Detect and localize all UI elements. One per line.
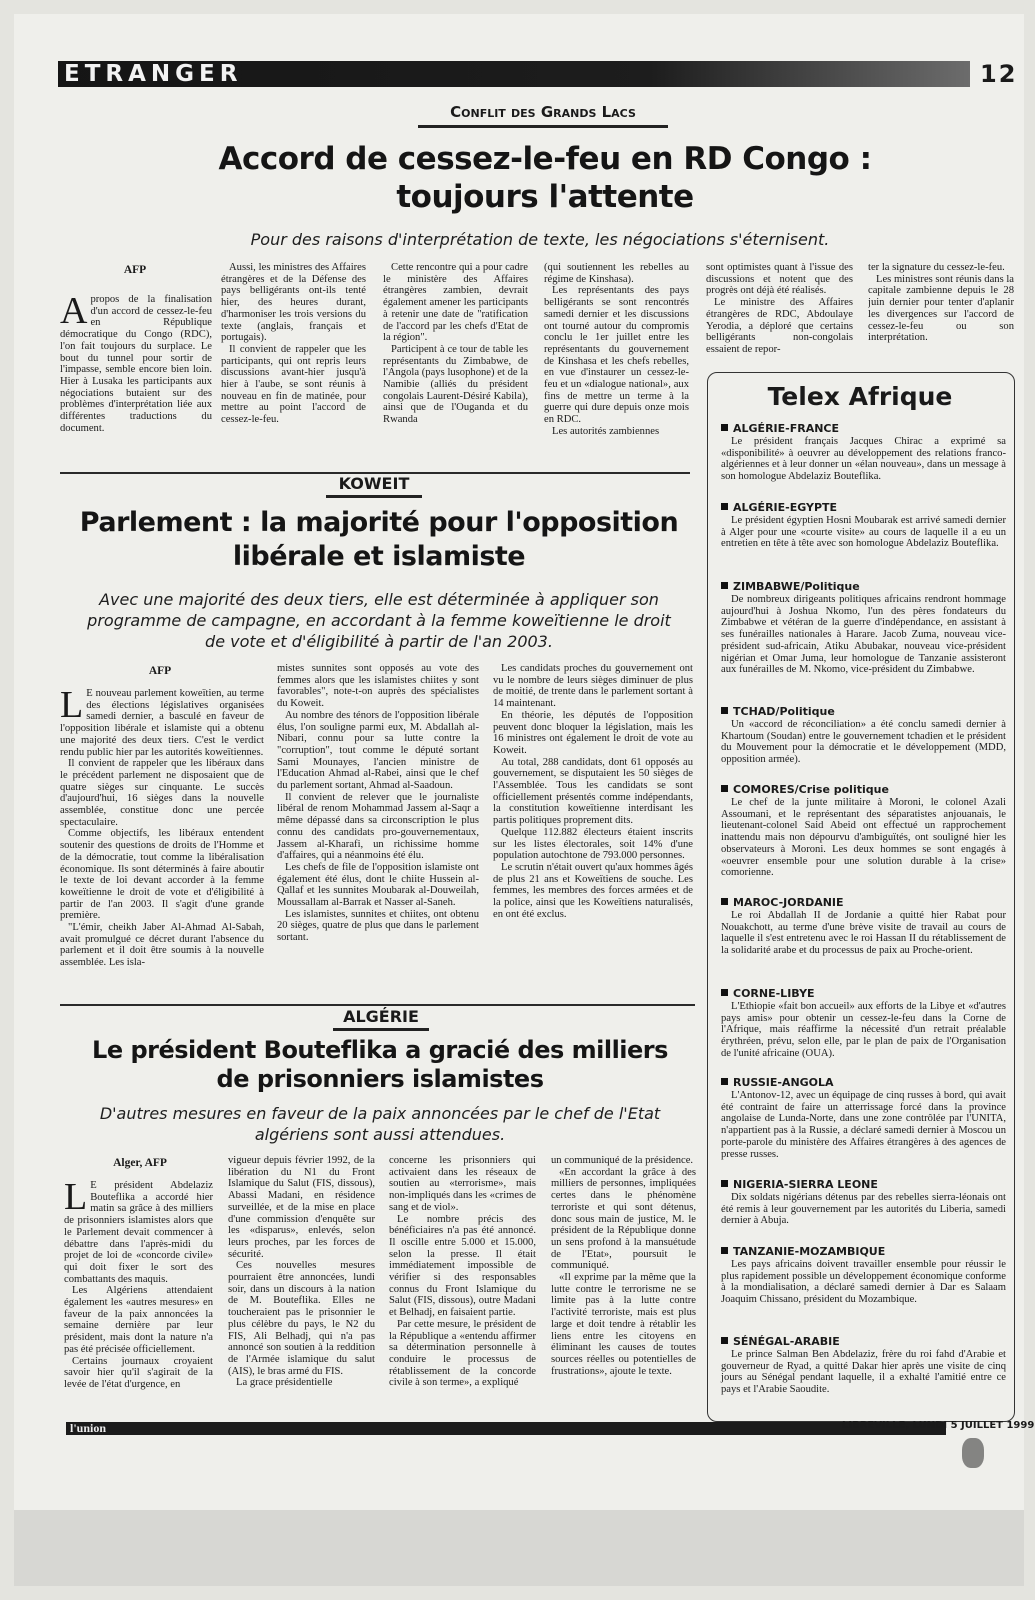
koweit-col3-para: En théorie, les députés de l'opposition peuvent donc bloquer la législation, mais les 16 ministres ont également le droit de vote au Koweit.	[493, 709, 693, 756]
koweit-col2-para: Il convient de relever que le journaliste libéral de renom Mohammad Jassem al-Saqr a même dépassé dans sa circonscription le plus connu des candidats pro-gouvernementaux, Jassem al-Kharafi, un richissime homme d'affaires, qui a néanmoins été élu.	[277, 791, 479, 862]
telex-head-text: ALGÉRIE-FRANCE	[733, 422, 839, 435]
ink-smudge	[962, 1438, 984, 1468]
square-bullet-icon	[721, 1180, 728, 1187]
square-bullet-icon	[721, 503, 728, 510]
koweit-col1-para: Il convient de rappeler que les libéraux dans le précédent parlement ne disposaient que de quatre sièges sur cinquante. Le succès d'aujourd'hui, 16 sièges dans la nouvelle assemblée, constitue donc une percée spectaculaire.	[60, 758, 264, 828]
telex-item-body	[721, 1259, 1006, 1306]
congo-col3-para: Participent à ce tour de table les représentants du Zimbabwe, de l'Angola (pays lusophone) et de la Namibie (alliés du président congolais Laurent-Désiré Kabila), ainsi que de l'Ouganda et du Rwanda	[383, 343, 528, 426]
algerie-column-2	[228, 1155, 375, 1415]
koweit-col1-para: "L'émir, cheikh Jaber Al-Ahmad Al-Sabah, avait promulgué ce décret durant l'absence du parlement et il doit être soumis à la nouvelle assemblée. Les isla-	[60, 922, 264, 969]
koweit-col2-para: Les chefs de file de l'opposition islamiste ont également été élus, dont le chiite Hussein al-Qallaf et les sunnites Moubarak al-Douweilah, Moussallam al-Barrak et Nasser al-Saneh.	[277, 861, 479, 909]
congo-deck: Pour des raisons d'interprétation de texte, les négociations s'éternisent.	[250, 230, 830, 249]
telex-item-body	[721, 719, 1006, 766]
algerie-byline: Alger, AFP	[113, 1157, 167, 1169]
telex-item-head	[721, 1178, 878, 1191]
telex-head-text: TANZANIE-MOZAMBIQUE	[733, 1245, 886, 1258]
congo-headline-line2: toujours l'attente	[396, 179, 694, 215]
telex-item-body	[721, 436, 1006, 483]
telex-head-text: MAROC-JORDANIE	[733, 896, 844, 909]
square-bullet-icon	[721, 424, 728, 431]
congo-column-2	[221, 262, 366, 458]
congo-column-3	[383, 262, 528, 458]
square-bullet-icon	[721, 582, 728, 589]
congo-headline-line1: Accord de cessez-le-feu en RD Congo :	[218, 141, 872, 177]
telex-item-body	[721, 1192, 1006, 1227]
telex-body-text: Le président égyptien Hosni Moubarak est arrivé samedi dernier à Alger pour une «courte visite» au cours de laquelle il a eu un entretien en tête à tête avec son homologue Abdelaziz Bouteflika.	[721, 515, 1006, 550]
koweit-column-3	[493, 663, 693, 986]
algerie-deck-line2: algériens sont aussi attendues.	[254, 1125, 506, 1144]
telex-body-text: Dix soldats nigérians détenus par des rebelles sierra-léonais ont été remis à leur gouvernement par les autorités du Liberia, samedi dernier à Abuja.	[721, 1192, 1006, 1227]
koweit-col1-para: E nouveau parlement koweïtien, au terme des élections législatives organisées samedi dernier, a basculé en faveur de l'opposition libérale et islamiste qui a obtenu une majorité des deux tiers. C'est le verdict rendu public hier par les autorités koweïtiennes.	[60, 688, 264, 758]
congo-col4-para: Les autorités zambiennes	[552, 425, 660, 437]
koweit-deck	[64, 589, 694, 652]
koweit-col3-para: Le scrutin n'était ouvert qu'aux hommes âgés de plus 21 ans et Koweïtiens de souche. Les femmes, les membres des forces armées et de la police, ainsi que les Koweïtiens naturalisés, en ont été exclus.	[493, 861, 693, 920]
footer-bar	[66, 1422, 946, 1435]
algerie-top-rule	[60, 1004, 695, 1006]
koweit-deck-line1: Avec une majorité des deux tiers, elle est déterminée à appliquer son	[99, 590, 659, 609]
telex-body-text: Le roi Abdallah II de Jordanie a quitté hier Rabat pour Nouakchott, au terme d'une brève visite de travail au cours de laquelle il s'est entretenu avec le roi Hassan II du rétablissement de la solidarité arabe et du processus de paix au Proche-orient.	[721, 910, 1006, 957]
congo-dropcap: A	[60, 294, 88, 332]
algerie-col1-para: Les Algériens attendaient également les «autres mesures» en faveur de la paix annoncées la semaine dernière par leur président, mais dont la nature n'a pas été précisée officiellement.	[64, 1285, 213, 1355]
koweit-label: KOWEIT	[326, 474, 422, 498]
koweit-deck-line2: programme de campagne, en accordant à la femme koweïtienne le droit	[87, 611, 671, 630]
congo-column-6	[868, 262, 1014, 374]
telex-body-text: Les pays africains doivent travailler ensemble pour réussir le plus rapidement possible un développement économique conforme à la mondialisation, a déclaré samedi dernier à Dar es Salaam Joaquim Chissano, président du Mozambique.	[721, 1259, 1006, 1306]
congo-col5-para: Le ministre des Affaires étrangères de RDC, Abdoulaye Yerodia, a déploré que certains belligérants non-congolais essaient de repor-	[706, 297, 853, 355]
congo-column-4	[544, 262, 689, 458]
telex-item-head	[721, 1076, 834, 1089]
telex-body-text: L'Antonov-12, avec un équipage de cinq russes à bord, qui avait été contraint de faire un atterrissage forcé dans la province angolaise de Lunda-Norte, dans une zone contrôlée par l'UNITA, n'appartient pas à la Russie, a déclaré samedi dernier à Moscou un porte-parole du ministère des Affaires étrangères à des agences de presse russes.	[721, 1090, 1006, 1160]
algerie-headline-line1: Le président Bouteflika a gracié des milliers	[92, 1036, 668, 1064]
algerie-label: ALGÉRIE	[333, 1007, 429, 1031]
telex-head-text: CORNE-LIBYE	[733, 987, 815, 1000]
koweit-headline-line2: libérale et islamiste	[232, 541, 526, 572]
algerie-col4-para: un communiqué de la présidence.	[551, 1155, 694, 1166]
algerie-col1-para: E président Abdelaziz Bouteflika a accordé hier matin sa grâce à des milliers de prisonniers islamistes alors que le Parlement devait commencer à débattre dans l'après-midi du projet de loi de «concorde civile» qui doit fixer le sort des combattants des maquis.	[64, 1180, 213, 1285]
algerie-column-3	[389, 1155, 536, 1415]
algerie-col4-para: «Il exprime par la même que la lutte contre le terrorisme ne se limite pas à la lutte contre l'activité terroriste, mais est plus large et doit tendre à rétablir les liens entre les citoyens en éliminant les causes de toutes sources réelles ou potentielles de frustrations», ajoute le texte.	[551, 1272, 696, 1377]
congo-col1-para: propos de la finalisation d'un accord de cessez-le-feu en République démocratique du Congo (RDC), l'on fait toujours du surplace. Le bout du tunnel pour sortir de l'impasse, semble encore bien loin. Hier à Lusaka les participants aux négociations butaient sur des problèmes d'interprétation liée aux différentes traductions du document.	[60, 294, 212, 434]
telex-item-body	[721, 1090, 1006, 1160]
congo-col6-para: ter la signature du cessez-le-feu.	[868, 262, 1005, 273]
telex-body-text: Le chef de la junte militaire à Moroni, le colonel Azali Assoumani, et le représentant des séparatistes anjouanais, le lieutenant-colonel Said Abeid ont effectué un rapprochement inattendu mais non dépourvu d'ambiguïtés, ont souligné hier les observateurs à Moroni. Les deux hommes se sont engagés à «oeuvrer ensemble pour une solution durable à la crise» comorienne.	[721, 797, 1006, 879]
congo-col5-para: sont optimistes quant à l'issue des discussions et notent que des progrès ont déjà été réalisés.	[706, 262, 853, 297]
congo-col6-para: Les ministres sont réunis dans la capitale zambienne depuis le 28 juin dernier pour tenter d'aplanir les divergences sur l'accord de cessez-le-feu ou son interprétation.	[868, 273, 1014, 344]
telex-head-text: RUSSIE-ANGOLA	[733, 1076, 834, 1089]
algerie-col2-para: Ces nouvelles mesures pourraient être annoncées, lundi soir, dans un discours à la nation de M. Bouteflika. Elles ne toucheraient pas le prisonnier le plus célèbre du pays, le N2 du FIS, Ali Belhadj, qui n'a pas annoncé son soutien à la reddition de l'Armée islamique du salut (AIS), le bras armé du FIS.	[228, 1260, 375, 1377]
square-bullet-icon	[721, 1247, 728, 1254]
telex-item-head	[721, 580, 860, 593]
telex-body-text: Un «accord de réconciliation» a été conclu samedi dernier à Khartoum (Soudan) entre le gouvernement tchadien et le président du Mouvement pour la démocratie et le développement (MDD, opposition armée).	[721, 719, 1006, 766]
koweit-column-1	[60, 688, 264, 986]
telex-head-text: COMORES/Crise politique	[733, 783, 889, 796]
footer-paper-name: l'union	[70, 1421, 107, 1435]
telex-head-text: TCHAD/Politique	[733, 705, 835, 718]
koweit-headline-line1: Parlement : la majorité pour l'opposition	[79, 507, 679, 538]
congo-col2-para: Il convient de rappeler que les participants, qui ont repris leurs discussions avant-hier jusqu'à hier à l'aube, se sont réunis à nouveau en fin de matinée, pour mettre au point l'accord de cessez-le-feu.	[221, 343, 366, 426]
koweit-col2-para: Les islamistes, sunnites et chiites, ont obtenu 20 sièges, quatre de plus que dans le parlement sortant.	[277, 908, 479, 944]
square-bullet-icon	[721, 1078, 728, 1085]
telex-title: Telex Afrique	[767, 382, 953, 411]
telex-head-text: ALGÉRIE-EGYPTE	[733, 501, 838, 514]
koweit-byline: AFP	[148, 665, 172, 677]
telex-item-head	[721, 896, 844, 909]
algerie-col2-para: La grace présidentielle	[236, 1377, 333, 1389]
congo-headline	[120, 140, 970, 216]
telex-head-text: NIGERIA-SIERRA LEONE	[733, 1178, 878, 1191]
telex-item-head	[721, 1335, 840, 1348]
congo-col2-para: Aussi, les ministres des Affaires étrangères et de la Défense des pays belligérants ont-ils tenté hier, des heures durant, d'harmoniser les trois versions du texte (anglais, français et portugais).	[221, 262, 366, 344]
algerie-col4-para: «En accordant la grâce à des milliers de personnes, impliquées certes dans le phénomène terroriste et qui sont détenus, donc sous main de justice, M. le président de la République donne un sens profond à la mansuétude de l'Etat», poursuit le communiqué.	[551, 1166, 696, 1272]
telex-item-head	[721, 1245, 885, 1258]
telex-head-text: SÉNÉGAL-ARABIE	[733, 1335, 840, 1348]
algerie-col2-para: vigueur depuis février 1992, de la libération du N1 du Front Islamique du Salut (FIS, dissous), Abassi Madani, en résidence surveillée, et de la mise en place d'une commission d'enquête sur les «disparus», enlevés, selon leurs proches, par les forces de sécurité.	[228, 1155, 375, 1260]
telex-body-text: L'Ethiopie «fait bon accueil» aux efforts de la Libye et «d'autres pays amis» pour obtenir un cessez-le-feu dans la Corne de l'Afrique, mais réaffirme la nécessité d'un retrait préalable érythréen, prévu, selon elle, par le plan de paix de l'Organisation de l'unité africaine (OUA).	[721, 1001, 1006, 1059]
koweit-col3-para: Au total, 288 candidats, dont 61 opposés au gouvernement, se disputaient les 50 sièges de l'Assemblée. Tous les candidats se sont officiellement présentés comme indépendants, la constitution koweïtienne interdisant les partis politiques proprement dits.	[493, 756, 693, 827]
koweit-col3-para: Les candidats proches du gouvernement ont vu le nombre de leurs sièges diminuer de plus de moitié, de trente dans le parlement sortant à 14 maintenant.	[493, 663, 693, 710]
koweit-headline	[64, 506, 694, 574]
telex-item-head	[721, 987, 815, 1000]
telex-body-text: De nombreux dirigeants politiques africains rendront hommage aujourd'hui à Joshua Nkomo, l'un des pères fondateurs du Zimbabwe et vétéran de la guerre d'indépendance, en assistant à ses funérailles nationales à Harare. Jacob Zuma, nouveau vice-président sud-africain, Atiku Abubakar, nouveau vice-président nigérian et Omar Juma, leur homologue de Tanzanie assisteront aux funérailles de M. Nkomo, vice-président du Zimbabwe.	[721, 594, 1006, 676]
algerie-deck	[60, 1103, 700, 1145]
telex-item-body	[721, 594, 1006, 676]
square-bullet-icon	[721, 707, 728, 714]
algerie-column-4	[551, 1155, 696, 1415]
koweit-col2-para: Au nombre des ténors de l'opposition libérale élus, l'on souligne parmi eux, M. Abdallah al-Nibari, connu pour sa lutte contre la "corruption", tout comme le député sortant Sami Mounayes, l'ancien ministre de l'Education Ahmad al-Rabei, ainsi que le chef du parlement sortant, Ahmad al-Saadoun.	[277, 709, 479, 792]
telex-item-body	[721, 515, 1006, 550]
algerie-col3-para: concerne les prisonniers qui activaient dans les réseaux de soutien au «terrorisme», mais non-impliqués dans les «crimes de sang et de viol».	[389, 1155, 536, 1213]
scan-shadow	[14, 1510, 1024, 1586]
telex-item-head	[721, 501, 837, 514]
algerie-col3-para: Par cette mesure, le président de la République a «entendu affirmer sa détermination personnelle à conduire le processus de rétablissement de la concorde civile à son terme», a expliqué	[389, 1318, 536, 1389]
square-bullet-icon	[721, 1337, 728, 1344]
algerie-headline	[60, 1036, 700, 1094]
algerie-deck-line1: D'autres mesures en faveur de la paix annoncées par le chef de l'Etat	[99, 1104, 661, 1123]
square-bullet-icon	[721, 989, 728, 996]
telex-body-text: Le président français Jacques Chirac a exprimé sa «disponibilité» à oeuvrer au développement des relations franco-algériennes et à leur donner un «élan nouveau», dans un message à son homologue Abdelaziz Bouteflika.	[721, 436, 1006, 483]
koweit-dropcap: L	[60, 688, 84, 726]
koweit-col3-para: Quelque 112.882 électeurs étaient inscrits sur les listes électorales, soit 14% d'une population autochtone de 793.000 personnes.	[493, 826, 693, 862]
algerie-col3-para: Le nombre précis des bénéficiaires n'a pas été annoncé. Il oscille entre 5.000 et 15.000, selon la presse. Il était immédiatement impossible de vérifier si des responsables connus du Front Islamique du Salut (FIS, dissous), outre Madani et Belhadj, en faisaient partie.	[389, 1213, 536, 1319]
telex-item-body	[721, 1001, 1006, 1060]
telex-item-head	[721, 783, 889, 796]
square-bullet-icon	[721, 785, 728, 792]
telex-item-body	[721, 910, 1006, 957]
congo-column-5	[706, 262, 853, 374]
algerie-headline-line2: de prisonniers islamistes	[216, 1065, 544, 1093]
algerie-dropcap: L	[64, 1180, 88, 1218]
telex-item-head	[721, 422, 839, 435]
koweit-column-2	[277, 663, 479, 986]
algerie-col1-para: Certains journaux croyaient savoir hier qu'il s'agirait de la levée de l'état d'urgence, en	[64, 1355, 213, 1390]
footer-dateline: LIBREVILLE, LUNDI 5 JUILLET 1999	[842, 1420, 1035, 1431]
telex-item-body	[721, 797, 1006, 879]
congo-kicker: Conflit des Grands Lacs	[418, 103, 668, 128]
square-bullet-icon	[721, 898, 728, 905]
koweit-deck-line3: de vote et d'éligibilité à partir de l'an 2003.	[205, 632, 553, 651]
congo-col4-para: Les représentants des pays belligérants se sont rencontrés samedi dernier et les discussions ont tourné autour du compromis conclu le 1er juillet entre les représentants du gouvernement de Kinshasa et les chefs rebelles, en vue d'instaurer un cessez-le-feu et un «dialogue national», aux fins de mettre un terme à la guerre qui dure depuis onze mois en RDC.	[544, 285, 689, 426]
algerie-column-1	[64, 1180, 213, 1415]
telex-item-body	[721, 1349, 1006, 1396]
telex-head-text: ZIMBABWE/Politique	[733, 580, 860, 593]
telex-item-head	[721, 705, 835, 718]
koweit-col2-para: mistes sunnites sont opposés au vote des femmes alors que les islamistes chiites y sont favorables", note-t-on auprès des spécialistes du Koweit.	[277, 663, 479, 710]
congo-column-1	[60, 294, 212, 458]
page-number: 12	[980, 60, 1018, 88]
congo-col4-para: (qui soutiennent les rebelles au régime de Kinshasa).	[544, 262, 689, 285]
telex-body-text: Le prince Salman Ben Abdelaziz, frère du roi fahd d'Arabie et gouverneur de Ryad, a quitté Dakar hier après une visite de cinq jours au Sénégal pendant laquelle, il a exhalté l'amitié entre ce pays et l'Arabie Saoudite.	[721, 1349, 1006, 1396]
section-name: ETRANGER	[64, 61, 243, 87]
congo-col3-para: Cette rencontre qui a pour cadre le ministère des Affaires étrangères zambien, devrait également amener les participants à retenir une date de "ratification de l'accord par les chefs d'Etat de la région".	[383, 262, 528, 344]
congo-byline: AFP	[123, 264, 147, 276]
koweit-col1-para: Comme objectifs, les libéraux entendent soutenir des questions de droits de l'Homme et de la démocratie, tout comme la libéralisation économique. Ils sont déterminés à faire aboutir le texte de loi devant accorder à la femme koweïtienne le droit de vote et d'éligibilité à partir de l'an 2003. Il s'agit d'une grande première.	[60, 828, 264, 922]
